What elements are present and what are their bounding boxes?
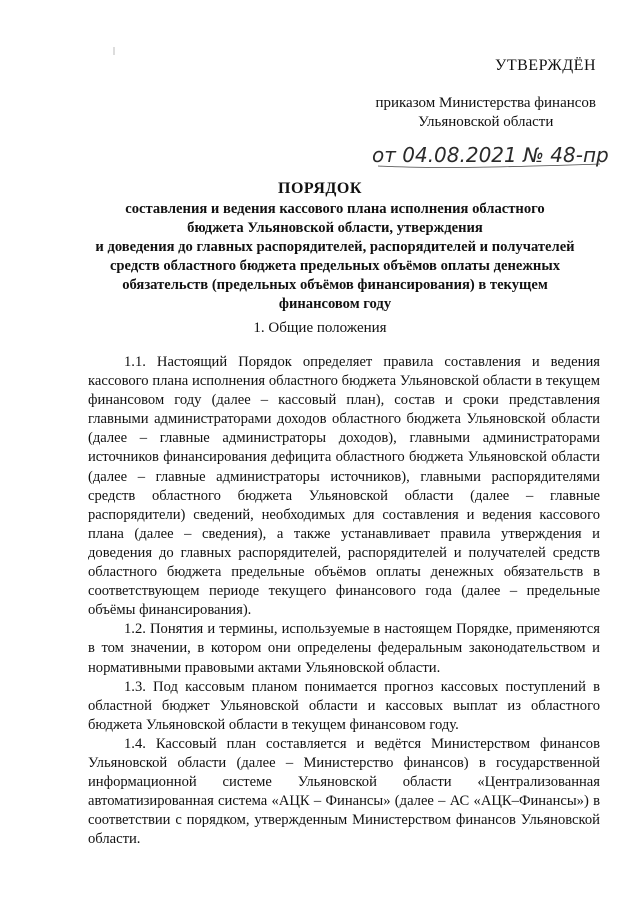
order-line-1: приказом Министерства финансов xyxy=(375,95,596,111)
paragraph-1-2: 1.2. Понятия и термины, используемые в настоящем Порядке, применяются в том значении, в котором они определены федеральным законодательством и нормативными правовыми актами Ульяновской области. xyxy=(88,621,600,676)
subtitle-line: обязательств (предельных объёмов финансирования) в текущем xyxy=(122,277,548,293)
subtitle-line: финансовом году xyxy=(278,296,392,312)
paragraph-1-4: 1.4. Кассовый план составляется и ведётся Министерством финансов Ульяновской области (далее – Министерство финансов) в государственной информационной системе Ульяновской области «Централизованная автоматизированная система «АЦК – Финансы» (далее – АС «АЦК–Финансы») в соответствии с порядком, утвержденным Министерством финансов Ульяновской области. xyxy=(88,735,600,848)
section-heading: 1. Общие положения xyxy=(253,320,387,336)
paragraph-1-1: 1.1. Настоящий Порядок определяет правила составления и ведения кассового плана исполнения областного бюджета Ульяновской области в текущем финансовом году (далее – кассовый план), состав и сроки представления главными администраторами доходов областного бюджета Ульяновской области (далее – главные администраторы доходов), главными администраторами источников финансирования дефицита областного бюджета Ульяновской области (далее – главные администраторы источников), главными распорядителями средств областного бюджета Ульяновской области (далее – главные распорядители) сведений, необходимых для составления и ведения кассового плана (далее – сведения), а также устанавливает правила утверждения и доведения до главных распорядителей, распорядителей и получателей средств областного бюджета предельные объёмов оплаты денежных обязательств в соответствующем периоде текущего финансового года (далее – предельные объёмы финансирования). xyxy=(88,354,600,619)
subtitle-line: бюджета Ульяновской области, утверждения xyxy=(187,220,483,236)
approval-stamp-heading: УТВЕРЖДЁН xyxy=(495,57,596,74)
approval-order-reference xyxy=(375,94,596,132)
document-body xyxy=(88,353,600,849)
subtitle-line: средств областного бюджета предельных объёмов оплаты денежных xyxy=(109,258,561,274)
scan-mark xyxy=(113,42,115,50)
document-title: ПОРЯДОК xyxy=(278,180,362,197)
handwritten-date-number xyxy=(372,136,612,176)
order-line-2: Ульяновской области xyxy=(418,114,554,130)
document-subtitle xyxy=(70,200,600,314)
paragraph-1-3: 1.3. Под кассовым планом понимается прогноз кассовых поступлений в областной бюджет Ульяновской области и кассовых выплат из областного бюджета Ульяновской области в текущем финансовом году. xyxy=(88,678,600,733)
subtitle-line: и доведения до главных распорядителей, распорядителей и получателей xyxy=(95,239,575,255)
subtitle-line: составления и ведения кассового плана исполнения областного xyxy=(125,201,545,217)
handwritten-text: от 04.08.2021 № 48-пр xyxy=(372,143,609,167)
